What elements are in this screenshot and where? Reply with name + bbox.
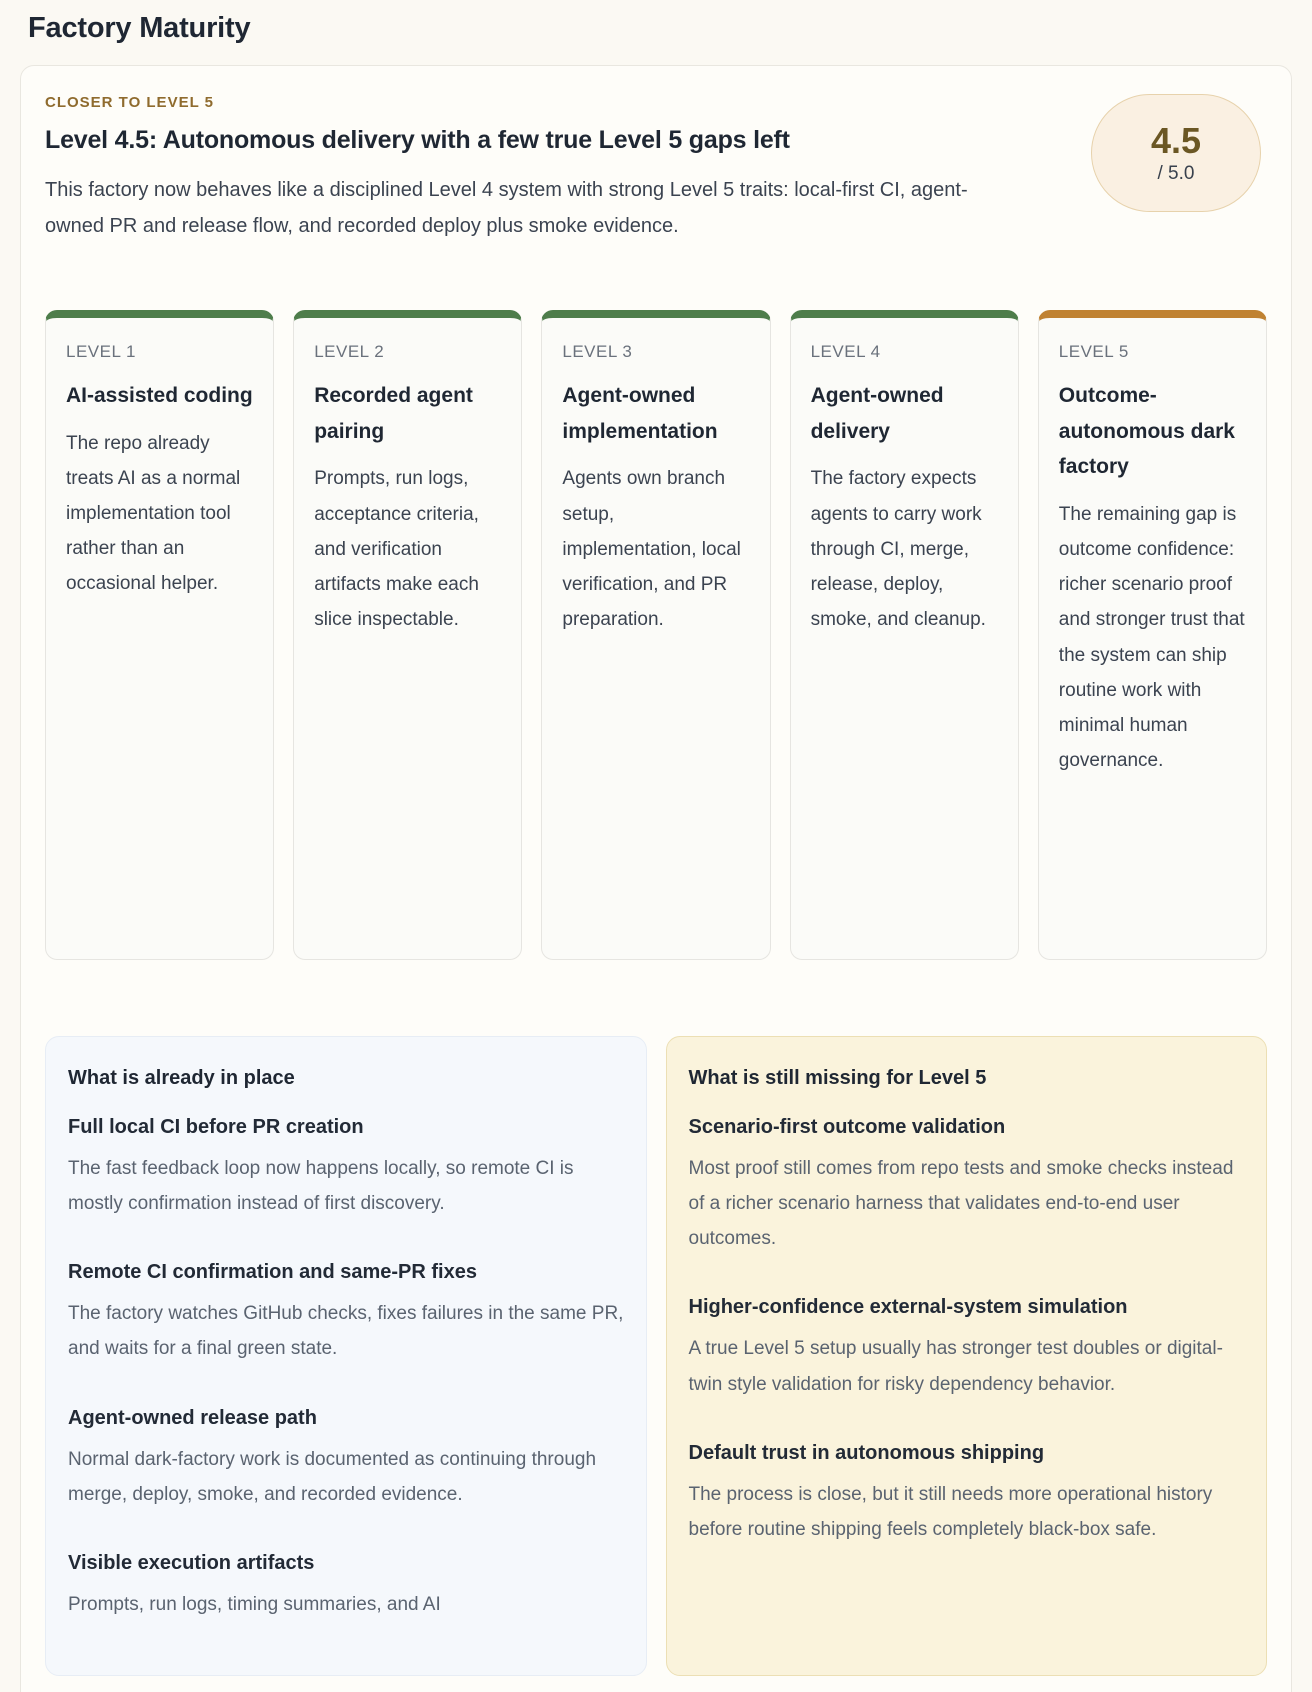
item-title: Remote CI confirmation and same-PR fixes xyxy=(68,1261,477,1284)
summary-text xyxy=(45,94,995,244)
in-place-item-2 xyxy=(68,1261,624,1366)
item-body: Most proof still comes from repo tests and smoke checks instead of a richer scenario harness that validates end-to-end user outcomes. xyxy=(688,1158,1234,1250)
level-description: The remaining gap is outcome confidence: richer scenario proof and stronger trust that the system can ship routine work with minimal human governance. xyxy=(1058,504,1245,772)
level-label: LEVEL 5 xyxy=(1058,342,1129,361)
in-place-heading: What is already in place xyxy=(68,1067,295,1089)
missing-heading: What is still missing for Level 5 xyxy=(688,1067,987,1089)
level-title: Agent-owned implementation xyxy=(562,384,718,443)
in-place-item-3 xyxy=(68,1407,624,1512)
summary-section xyxy=(45,94,1267,244)
eyebrow-label: CLOSER TO LEVEL 5 xyxy=(45,94,214,111)
level-description: The factory expects agents to carry work through CI, merge, release, deploy, smoke, and cleanup. xyxy=(810,468,986,630)
level-card-2 xyxy=(293,310,522,960)
missing-panel xyxy=(666,1036,1268,1676)
missing-item-3 xyxy=(689,1442,1245,1547)
level-card-5 xyxy=(1038,310,1267,960)
level-description: Prompts, run logs, acceptance criteria, and verification artifacts make each slice inspectable. xyxy=(314,468,479,630)
factory-maturity-card xyxy=(20,65,1292,1692)
panels-row xyxy=(45,1036,1267,1676)
level-label: LEVEL 1 xyxy=(66,342,136,361)
item-title: Agent-owned release path xyxy=(68,1406,317,1429)
level-title: AI-assisted coding xyxy=(66,384,253,407)
in-place-panel xyxy=(45,1036,647,1676)
item-body: The fast feedback loop now happens locally, so remote CI is mostly confirmation instead of first discovery. xyxy=(68,1158,574,1215)
level-label: LEVEL 4 xyxy=(810,342,881,361)
level-card-4 xyxy=(790,310,1019,960)
level-card-3 xyxy=(541,310,770,960)
level-title: Outcome-autonomous dark factory xyxy=(1058,384,1235,479)
page-title: Factory Maturity xyxy=(28,12,251,44)
score-value: 4.5 xyxy=(1150,119,1202,161)
level-label: LEVEL 2 xyxy=(314,342,385,361)
in-place-item-1 xyxy=(68,1116,624,1221)
missing-item-2 xyxy=(689,1296,1245,1401)
item-title: Default trust in autonomous shipping xyxy=(688,1441,1045,1464)
level-title: Recorded agent pairing xyxy=(314,384,473,443)
summary-description: This factory now behaves like a disciplined Level 4 system with strong Level 5 traits: local-first CI, agent-owned PR and release flow, and recorded deploy plus smoke evidence. xyxy=(45,179,968,237)
level-description: Agents own branch setup, implementation, local verification, and PR preparation. xyxy=(562,468,741,630)
item-body: The factory watches GitHub checks, fixes failures in the same PR, and waits for a final green state. xyxy=(68,1303,624,1360)
item-title: Higher-confidence external-system simulation xyxy=(688,1296,1128,1319)
item-title: Full local CI before PR creation xyxy=(68,1116,364,1138)
item-body: A true Level 5 setup usually has stronger test doubles or digital-twin style validation for risky dependency behavior. xyxy=(688,1338,1223,1395)
score-denominator: / 5.0 xyxy=(1157,163,1195,185)
item-title: Scenario-first outcome validation xyxy=(688,1116,1006,1138)
score-badge xyxy=(1091,94,1261,212)
missing-item-1 xyxy=(689,1116,1245,1256)
item-body: Normal dark-factory work is documented as continuing through merge, deploy, smoke, and recorded evidence. xyxy=(68,1448,597,1505)
summary-heading: Level 4.5: Autonomous delivery with a few true Level 5 gaps left xyxy=(45,126,790,154)
levels-row xyxy=(45,310,1267,960)
item-body: The process is close, but it still needs more operational history before routine shipping feels completely black-box safe. xyxy=(688,1483,1213,1540)
level-title: Agent-owned delivery xyxy=(810,384,944,443)
item-body: Prompts, run logs, timing summaries, and AI xyxy=(68,1593,441,1615)
in-place-item-4 xyxy=(68,1552,624,1622)
level-card-1 xyxy=(45,310,274,960)
item-title: Visible execution artifacts xyxy=(68,1551,315,1574)
level-label: LEVEL 3 xyxy=(562,342,633,361)
level-description: The repo already treats AI as a normal implementation tool rather than an occasional helper. xyxy=(66,432,241,595)
